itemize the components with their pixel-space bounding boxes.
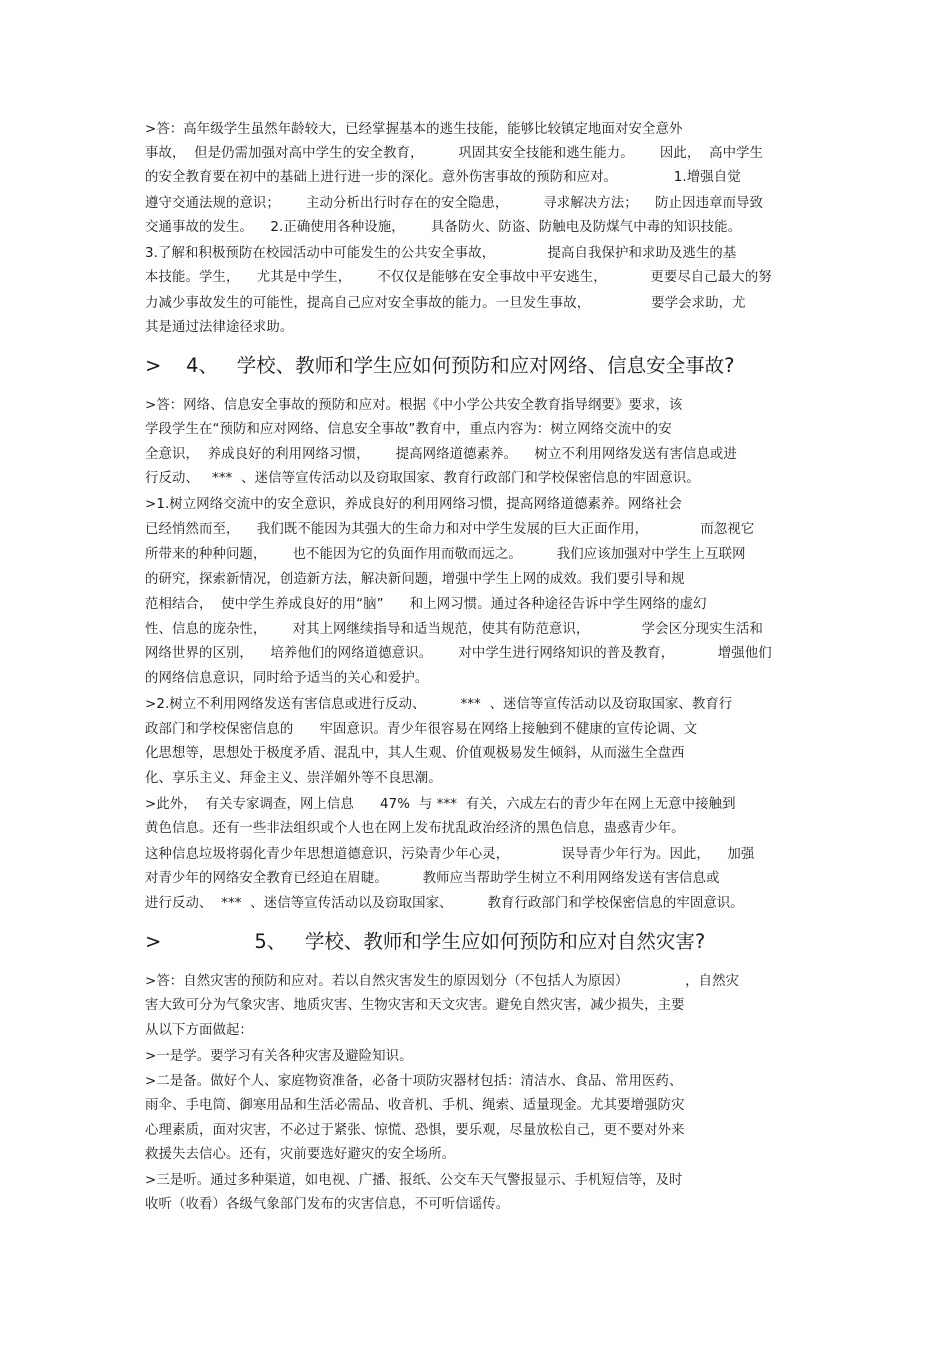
text-line: 3.了解和积极预防在校园活动中可能发生的公共安全事故， 提高自我保护和求助及逃生的基 bbox=[145, 246, 737, 261]
text-line: 雨伞、手电筒、御寒用品和生活必需品、收音机、手机、绳索、适量现金。尤其要增强防灾 bbox=[145, 1098, 685, 1113]
text-line: 黄色信息。还有一些非法组织或个人也在网上发布扰乱政治经济的黑色信息，蛊惑青少年。 bbox=[145, 821, 685, 836]
text-line: 化思想等，思想处于极度矛盾、混乱中，其人生观、价值观极易发生倾斜，从而滋生全盘西 bbox=[145, 746, 685, 761]
text-line: 对青少年的网络安全教育已经迫在眉睫。 教师应当帮助学生树立不利用网络发送有害信息或 bbox=[145, 871, 720, 886]
text-line: 化、享乐主义、拜金主义、崇洋媚外等不良思潮。 bbox=[145, 771, 442, 786]
text-line: 心理素质，面对灾害，不必过于紧张、惊慌、恐惧，要乐观，尽量放松自己，更不要对外来 bbox=[145, 1123, 685, 1138]
text-line: 的研究，探索新情况，创造新方法，解决新问题，增强中学生上网的成效。我们要引导和规 bbox=[145, 572, 685, 587]
text-line: >2.树立不利用网络发送有害信息或进行反动、 *** 、迷信等宣传活动以及窃取国家、教育行 bbox=[145, 697, 733, 712]
text-line: >1.树立网络交流中的安全意识，养成良好的利用网络习惯，提高网络道德素养。网络社会 bbox=[145, 497, 682, 512]
text-line: 事故， 但是仍需加强对高中学生的安全教育， 巩固其安全技能和逃生能力。 因此， 高中学生 bbox=[145, 146, 764, 161]
section-heading-5: > 5、 学校、教师和学生应如何预防和应对自然灾害? bbox=[145, 930, 706, 953]
text-line: >答：高年级学生虽然年龄较大，已经掌握基本的逃生技能，能够比较镇定地面对安全意外 bbox=[145, 122, 683, 137]
text-line: >二是备。做好个人、家庭物资准备，必备十项防灾器材包括：清洁水、食品、常用医药、 bbox=[145, 1074, 683, 1089]
text-line: 范相结合， 使中学生养成良好的用“脑” 和上网习惯。通过各种途径告诉中学生网络的虚幻 bbox=[145, 597, 707, 612]
text-line: 性、信息的庞杂性， 对其上网继续指导和适当规范，使其有防范意识， 学会区分现实生活和 bbox=[145, 622, 764, 637]
text-line: 力减少事故发生的可能性，提高自己应对安全事故的能力。一旦发生事故， 要学会求助，尤 bbox=[145, 296, 746, 311]
text-line: >答：网络、信息安全事故的预防和应对。根据《中小学公共安全教育指导纲要》要求，该 bbox=[145, 398, 683, 413]
text-line: 行反动、 *** 、迷信等宣传活动以及窃取国家、教育行政部门和学校保密信息的牢固意识。 bbox=[145, 471, 700, 486]
text-line: 遵守交通法规的意识； 主动分析出行时存在的安全隐患， 寻求解决方法； 防止因违章而导致 bbox=[145, 196, 764, 211]
text-line: 所带来的种种问题， 也不能因为它的负面作用而敬而远之。 我们应该加强对中学生上互联网 bbox=[145, 547, 746, 562]
text-line: >此外， 有关专家调查，网上信息 47% 与 *** 有关，六成左右的青少年在网上无意中接触到 bbox=[145, 797, 736, 812]
text-line: 害大致可分为气象灾害、地质灾害、生物灾害和天文灾害。避免自然灾害，减少损失，主要 bbox=[145, 998, 685, 1013]
text-line: 收听（收看）各级气象部门发布的灾害信息，不可听信谣传。 bbox=[145, 1197, 510, 1212]
text-line: 政部门和学校保密信息的 牢固意识。青少年很容易在网络上接触到不健康的宣传论调、文 bbox=[145, 722, 698, 737]
text-line: 已经悄然而至， 我们既不能因为其强大的生命力和对中学生发展的巨大正面作用， 而忽视它 bbox=[145, 522, 755, 537]
text-line: 网络世界的区别， 培养他们的网络道德意识。 对中学生进行网络知识的普及教育， 增强他们 bbox=[145, 646, 772, 661]
text-line: >三是听。通过多种渠道，如电视、广播、报纸、公交车天气警报显示、手机短信等，及时 bbox=[145, 1173, 683, 1188]
text-line: 的安全教育要在初中的基础上进行进一步的深化。意外伤害事故的预防和应对。 1.增强自觉 bbox=[145, 170, 741, 185]
text-line: 交通事故的发生。 2.正确使用各种设施， 具备防火、防盗、防触电及防煤气中毒的知识技能。 bbox=[145, 220, 742, 235]
text-line: 的网络信息意识，同时给予适当的关心和爱护。 bbox=[145, 671, 429, 686]
section-heading-4: > 4、 学校、教师和学生应如何预防和应对网络、信息安全事故? bbox=[145, 354, 735, 377]
text-line: 进行反动、 *** 、迷信等宣传活动以及窃取国家、 教育行政部门和学校保密信息的牢固意识。 bbox=[145, 896, 744, 911]
text-line: 救援失去信心。还有，灾前要选好避灾的安全场所。 bbox=[145, 1147, 456, 1162]
text-line: >一是学。要学习有关各种灾害及避险知识。 bbox=[145, 1049, 413, 1064]
text-line: 全意识， 养成良好的利用网络习惯， 提高网络道德素养。 树立不利用网络发送有害信息或进 bbox=[145, 447, 737, 462]
text-line: 从以下方面做起： bbox=[145, 1023, 253, 1038]
text-line: 本技能。学生， 尤其是中学生， 不仅仅是能够在安全事故中平安逃生， 更要尽自己最大的努 bbox=[145, 270, 772, 285]
text-line: 这种信息垃圾将弱化青少年思想道德意识，污染青少年心灵， 误导青少年行为。因此， 加强 bbox=[145, 847, 755, 862]
text-line: 其是通过法律途径求助。 bbox=[145, 320, 294, 335]
text-line: 学段学生在“预防和应对网络、信息安全事故”教育中，重点内容为：树立网络交流中的安 bbox=[145, 422, 672, 437]
text-line: >答：自然灾害的预防和应对。若以自然灾害发生的原因划分（不包括人为原因） ，自然灾 bbox=[145, 974, 740, 989]
